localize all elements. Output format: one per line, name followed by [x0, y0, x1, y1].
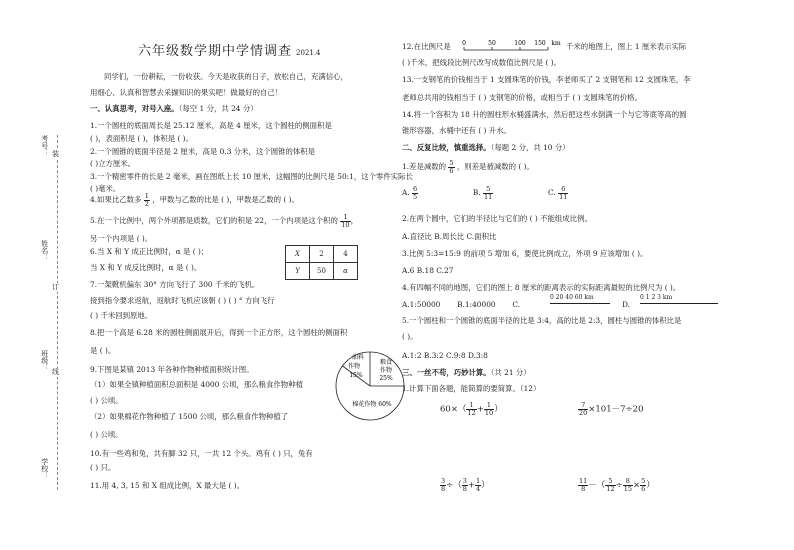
q2-line-1: 2.一个圆锥的底面半径是 2 厘米，高是 0.3 分米，这个圆锥的体积是 — [90, 147, 316, 156]
s3-q1: 1.计算下面各题，能简算的要简算。（12） — [402, 384, 541, 393]
q1-line-2: ( )，表面积是 ( )，体积是 ( )。 — [90, 134, 193, 143]
opt-a-den: 5 — [413, 192, 418, 201]
intro-line-1: 同学们，一份耕耘，一份收获。今天是收获的日子，放松自己，充满信心， — [104, 72, 348, 81]
pie-label-cotton: 棉花作物 60% — [352, 401, 392, 408]
q9-line-5: ( ) 公顷。 — [90, 430, 123, 439]
q9-line-4: （2）如果棉花作物种植了 1500 公顷，那么粮食作物种植了 — [90, 412, 289, 421]
expr-3-mid: ÷（ — [446, 480, 462, 491]
ratio-table-row-x — [286, 246, 358, 263]
opt-b-num: 5 — [483, 186, 493, 194]
q4-option-b: B.1:40000 — [457, 300, 496, 309]
frac-num: 8 — [623, 478, 633, 486]
section-3-title: 三、一丝不苟，巧妙计算。 — [402, 368, 491, 377]
q12-scale-bar — [462, 38, 564, 54]
s2-q5-line-1: 5.一个圆柱和一个圆锥的底面半径的比是 3:4，高的比是 2:3，圆柱与圆锥的体积比是 — [402, 316, 682, 325]
q11: 11.用 4, 3, 15 和 X 组成比例，X 最大是 ( )。 — [90, 481, 244, 490]
q4-option-a: A.1:50000 — [402, 300, 441, 309]
ratio-cell: X — [286, 246, 310, 263]
frac-den: 12 — [467, 408, 476, 417]
frac-den: 4 — [476, 484, 481, 493]
frac-den: 15 — [623, 484, 632, 493]
expr-4-div: ÷ — [615, 480, 623, 491]
opt-c-den: 11 — [559, 192, 568, 201]
q14-line-1: 14.将一个容积为 18 升的圆柱形水桶盛满水，然后把这些水倒满一个与它等底等高的圆 — [402, 110, 687, 119]
q4-scale-d-labels: 0 1 2 3 km — [640, 294, 673, 301]
s2-q2-options: A.直径比 B.周长比 C.面积比 — [402, 232, 497, 241]
q10-line-2: ( ) 只。 — [90, 463, 116, 472]
s2-q1-den: 6 — [449, 166, 454, 175]
option-c-label: C. — [548, 188, 556, 197]
s2-q5-options: A.1:2 B.3:2 C.9:8 D.3:8 — [402, 351, 488, 360]
q8-line-1: 8.把一个高是 6.28 米的圆柱侧面展开后，得到一个正方形，这个圆柱的侧面积 — [90, 328, 348, 337]
q5-text-a: 5.在一个比例中，两个外项都是质数，它们的积是 22，一个内项是这个积的 — [90, 216, 338, 225]
s2-q1-options — [402, 186, 568, 200]
expr-3-plus: + — [467, 480, 476, 491]
crop-pie-chart — [332, 348, 408, 424]
expr-1-pre: 60×（ — [440, 404, 467, 415]
ratio-cell: 4 — [334, 246, 358, 263]
scale-tick-150: 150 — [534, 40, 546, 47]
frac-den: 6 — [641, 484, 646, 493]
s2-q2: 2.在两个圆中，它们的半径比与它们的 ( ) 不能组成比例。 — [402, 214, 592, 223]
q7-line-1: 7.一架靴机偏东 30° 方向飞行了 300 千米的飞机。 — [90, 280, 260, 289]
q12-line-2: ( )千米，把线段比例尺改写成数值比例尺是 ( )。 — [402, 58, 562, 67]
page-title — [138, 44, 321, 60]
option-c-fraction — [558, 186, 568, 200]
expr-1-frac-1 — [466, 402, 476, 416]
expr-4 — [578, 478, 655, 492]
q2-line-2: ( )立方厘米。 — [90, 159, 136, 168]
expr-4-mid: －（ — [588, 480, 606, 491]
binding-seal: 装 — [52, 150, 59, 158]
frac-den: 8 — [441, 484, 446, 493]
q6-line-1: 6.当 X 和 Y 成正比例时，α 是 ( )； — [90, 247, 209, 256]
expr-1 — [440, 402, 503, 416]
s2-q1-fraction — [448, 160, 454, 174]
opt-a-num: 6 — [413, 185, 418, 193]
scale-tick-100: 100 — [514, 40, 526, 47]
binding-line — [57, 135, 58, 490]
option-b-label: B. — [472, 188, 481, 197]
opt-b-den: 11 — [484, 192, 493, 201]
ratio-table — [285, 245, 358, 280]
q14-line-2: 锥形容器，水桶中还有 ( ) 升水。 — [402, 126, 511, 135]
q5 — [90, 214, 358, 228]
frac-num: 1 — [484, 402, 494, 410]
expr-3-post: ） — [481, 480, 490, 491]
frac-den: 8 — [462, 484, 467, 493]
q4-scale-d — [640, 294, 718, 304]
section-1-heading — [90, 104, 258, 113]
q4-fraction — [144, 193, 150, 207]
q4-scale-c-labels: 0 20 40 60 km — [550, 294, 594, 301]
q7-line-2: 接到指令要求返航，返航时飞机应该朝 ( ) ( ) ° 方向飞行 — [90, 296, 275, 305]
ratio-cell: Y — [286, 263, 310, 280]
section-1-note: （每空 1 分，共 24 分） — [178, 104, 258, 113]
section-2-heading — [402, 143, 570, 152]
s2-q3-options: A.6 B.18 C.27 — [402, 266, 454, 275]
q5-num: 1 — [340, 214, 350, 222]
expr-1-post: ） — [494, 404, 503, 415]
q4 — [90, 193, 299, 207]
scale-tick-50: 50 — [488, 40, 496, 47]
option-a-label: A. — [402, 188, 410, 197]
q4-scale-c — [550, 294, 610, 304]
q12-text-a: 12.在比例尺是 — [402, 42, 451, 51]
frac-den: 10 — [484, 408, 494, 417]
s2-q1 — [402, 160, 534, 174]
q4-option-d: D. — [622, 300, 631, 309]
frac-num: 7 — [578, 402, 588, 410]
frac-num: 5 — [605, 478, 615, 486]
option-b-fraction — [483, 186, 493, 200]
expr-4-frac-1 — [578, 478, 588, 492]
expr-4-times: × — [632, 480, 641, 491]
opt-c-num: 6 — [558, 186, 568, 194]
ratio-cell: 50 — [310, 263, 334, 280]
s2-q1-num: 5 — [449, 159, 454, 167]
q9-line-3: ( ) 公顷。 — [90, 396, 123, 405]
section-3-note: （共 21 分） — [490, 368, 531, 377]
frac-den: 20 — [579, 408, 588, 417]
ratio-table-row-y — [286, 263, 358, 280]
q5-den: 10 — [341, 220, 350, 229]
q7-line-3: ( ) 千米回到原地。 — [90, 311, 153, 320]
q9-line-1: 9.下图是某镇 2013 年各种作物种植面积统计图。 — [90, 365, 254, 374]
class-label: 班级： — [40, 350, 49, 371]
s2-q5-line-2: ( )。 — [402, 332, 418, 341]
frac-den: 8 — [581, 484, 586, 493]
q4-text-b: ，甲数与乙数的比是 ( )，甲数是乙数的 ( )。 — [152, 195, 299, 204]
expr-1-frac-2 — [484, 402, 494, 416]
expr-2-post: ×101－7÷20 — [588, 404, 644, 415]
ratio-cell: α — [334, 263, 358, 280]
section-1-title: 一、认真思考，对号入座。 — [90, 104, 179, 113]
pie-label-grain-2: 作物 — [379, 367, 393, 374]
expr-2-frac-1 — [578, 402, 588, 416]
section-2-note: （每题 2 分，共 10 分） — [490, 143, 570, 152]
section-2-title: 二、反复比较，慎重选择。 — [402, 143, 491, 152]
scale-tick-0: 0 — [462, 40, 466, 47]
ratio-cell: 2 — [310, 246, 334, 263]
q5-line-2: 另一个内项是 ( )。 — [90, 234, 153, 243]
q3-line-1: 3.一个精密零件的长是 2 毫米，画在图纸上长 10 厘米，这幅图的比例尺是 50:1，这个零件实际长 — [90, 172, 413, 181]
expr-4-frac-2 — [605, 478, 615, 492]
q5-text-b: ， — [350, 216, 358, 225]
school-label: 学校： — [40, 458, 49, 479]
q3-line-2: ( )毫米。 — [90, 184, 121, 193]
q4-option-c: C. — [512, 300, 521, 309]
frac-num: 1 — [476, 477, 481, 485]
q9-line-2: （1）如果全镇种植面积总面积是 4000 公顷，那么粮食作物种植 — [90, 380, 303, 389]
q12-text-b: 千米的地图上，图上 1 厘米表示实际 — [566, 42, 687, 51]
expr-4-post: ） — [646, 480, 655, 491]
expr-3 — [440, 478, 490, 492]
q4-den: 2 — [144, 199, 149, 208]
pie-label-oil-2: 作物 — [347, 363, 361, 370]
q8-line-2: 是 ( )。 — [90, 346, 116, 355]
option-a-fraction — [412, 186, 418, 200]
frac-num: 3 — [462, 477, 467, 485]
expr-4-frac-3 — [623, 478, 633, 492]
frac-num: 11 — [579, 477, 588, 485]
q4-num: 1 — [144, 192, 149, 200]
s2-q1-text-b: ，则差是被减数的 ( )。 — [456, 162, 534, 171]
q4-text-a: 4.如果比乙数多 — [90, 195, 142, 204]
q4-scale-d-bar — [640, 303, 718, 304]
expr-1-plus: + — [476, 404, 484, 415]
q13-line-2: 老师总共用的钱相当于 ( ) 支钢笔的价格，或相当于 ( ) 支圆珠笔的价格。 — [402, 93, 642, 102]
pie-label-grain-pct: 25% — [379, 375, 393, 382]
s2-q4: 4.有四幅不同的地图，它们的图上 8 厘米的距离表示的实际距离最短的比例尺为 ( )。 — [402, 283, 681, 292]
frac-num: 1 — [466, 402, 476, 410]
pie-label-oil-pct: 15% — [349, 372, 363, 379]
scale-unit: km — [551, 40, 561, 47]
q12-line-1 — [402, 42, 451, 51]
s2-q3: 3.比例 5:3=15:9 的前项 5 增加 6，要使比例成立，外项 9 应该增加 ( )。 — [402, 249, 648, 258]
title-date: 2021.4 — [296, 49, 321, 57]
exam-number-label: 考号： — [40, 135, 49, 156]
binding-ding: 订 — [52, 283, 59, 291]
frac-num: 3 — [441, 477, 446, 485]
q1-line-1: 1.一个圆柱的底面周长是 25.12 厘米，高是 4 厘米，这个圆柱的侧面积是 — [90, 121, 332, 130]
q6-line-2: 当 X 和 Y 成反比例时，α 是 ( )。 — [90, 263, 202, 272]
title-text: 六年级数学期中学情调查 — [138, 44, 293, 59]
s2-q1-text-a: 1.差是减数的 — [402, 162, 447, 171]
frac-den: 12 — [606, 484, 615, 493]
intro-line-2: 用细心、认真和智慧去采撷知识的果实吧！做最好的自己！ — [90, 88, 283, 97]
q5-fraction — [340, 214, 350, 228]
pie-label-grain: 粮食 — [379, 359, 393, 366]
q4-scale-c-bar — [550, 303, 610, 304]
section-3-heading — [402, 368, 531, 377]
binding-line-word: 线 — [52, 368, 59, 376]
pie-label-oil: 油料 — [351, 354, 365, 361]
q13-line-1: 13.一支钢笔的价钱相当于 1 支圆珠笔的价钱，李老师买了 2 支钢笔和 12 支圆珠笔，李 — [402, 75, 691, 84]
name-label: 姓名： — [40, 240, 49, 261]
frac-num: 5 — [641, 477, 646, 485]
q10-line-1: 10.有一些鸡和兔，共有脚 32 只，一共 12 个头。鸡有 ( ) 只，兔有 — [90, 449, 313, 458]
expr-2 — [578, 402, 643, 416]
s2-q4-options — [402, 300, 520, 309]
